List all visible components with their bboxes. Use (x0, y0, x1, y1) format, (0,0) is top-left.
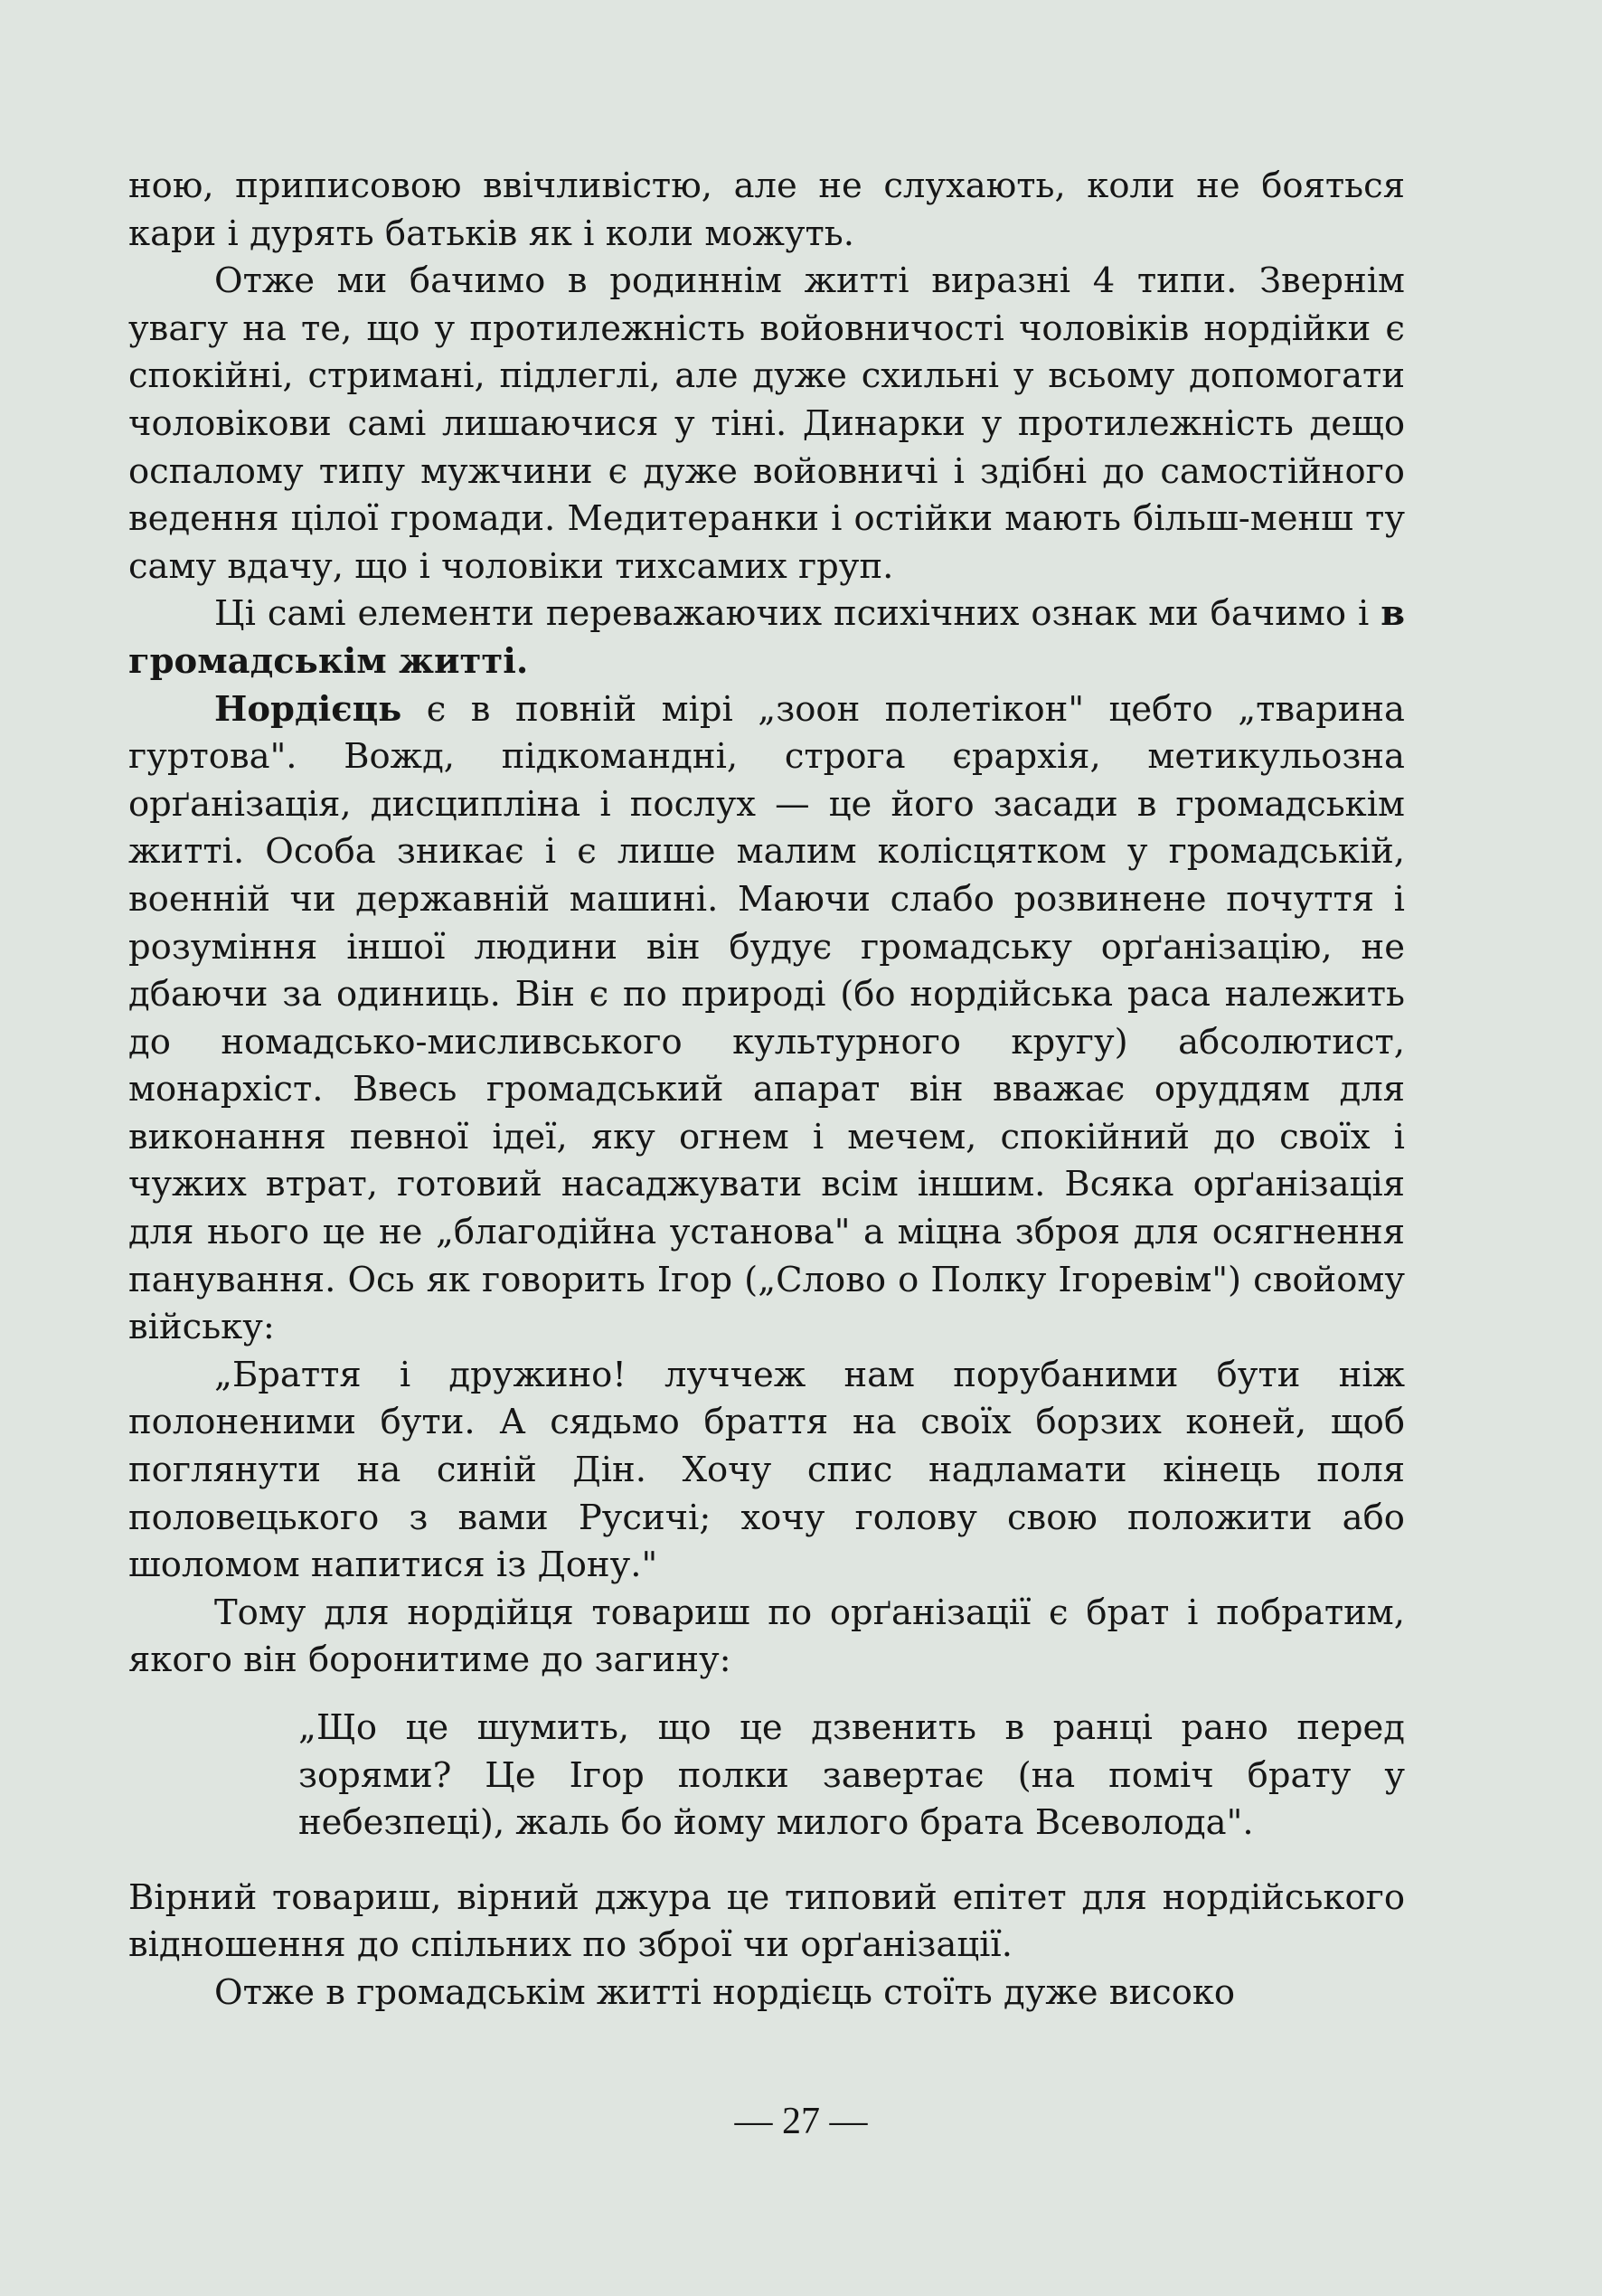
paragraph-nordic-text: є в повній мірі „зоон полетікон" цебто „тварина гуртова". Вожд, підкомандні, строга єрархія, метикульозна орґанізація, дисципліна і послух — це його засади в громадськім житті. Особа зникає і є лише малим колісцятком у громадській, военній чи державній машині. Маючи слабо розвинене почуття і розуміння іншої людини він будує громадську орґанізацію, не дбаючи за одиниць. Він є по природі (бо нордійська раса належить до номадсько-мисливського культурного кругу) абсолютист, монархіст. Ввесь громадський апарат він вважає оруддям для виконання певної ідеї, яку огнем і мечем, спокійний до своїх і чужих втрат, готовий насаджувати всім іншим. Всяка орґанізація для нього це не „благодійна установа" а міцна зброя для осягнення панування. Ось як говорить Ігор („Слово о Полку Ігоревім") свойому війську: (128, 688, 1405, 1348)
paragraph-social-life-text: Ці самі елементи переважаючих психічних ознак ми бачимо і (214, 593, 1370, 635)
paragraph-social-life-intro (128, 591, 1405, 685)
quote-block (298, 1705, 1405, 1847)
nordic-term: Нордієць (214, 688, 402, 730)
page-number: — 27 — (734, 2101, 868, 2142)
paragraph-comrade: Тому для нордійця товариш по орґанізації є брат і побратим, якого він боронитиме до загину: (128, 1592, 1405, 1681)
quote-igor-regiments: „Що це шумить, що це дзвенить в ранці рано перед зорями? Це Ігор полки завертає (на поміч брату у небезпеці), жаль бо йому милого брата Всеволода". (298, 1707, 1405, 1844)
paragraph-nordic-social (128, 686, 1405, 1352)
social-life-heading: в громадськім житті. (128, 593, 1405, 682)
paragraph-faithful-comrade: Вірний товариш, вірний джура це типовий епітет для нордійського відношення до спільних по зброї чи орґанізації. (128, 1876, 1405, 1966)
quote-igor-speech: „Браття і дружино! луччеж нам порубаними бути ніж полоненими бути. А сядьмо браття на своїх борзих коней, щоб поглянути на синій Дін. Хочу спис надламати кінець поля половецького з вами Русичі; хочу голову свою положити або шоломом напитися із Дону." (128, 1354, 1405, 1586)
paragraph-closing: Отже в громадськім житті нордієць стоїть дуже високо (214, 1971, 1236, 2013)
paragraph-family-types: Отже ми бачимо в родиннім житті виразні 4 типи. Звернім увагу на те, що у протилежність войовничості чоловіків нордійки є спокійні, стримані, підлеглі, але дуже схильні у всьому допомогати чоловікови самі лишаючися у тіні. Динарки у протилежність дещо оспалому типу мужчини є дуже войовничі і здібні до самостійного ведення цілої громади. Медитеранки і остійки мають більш-менш ту саму вдачу, що і чоловіки тихсамих груп. (128, 260, 1405, 587)
paragraph-continuation: ною, приписовою ввічливістю, але не слухають, коли не бояться кари і дурять батьків як і коли можуть. (128, 165, 1405, 254)
